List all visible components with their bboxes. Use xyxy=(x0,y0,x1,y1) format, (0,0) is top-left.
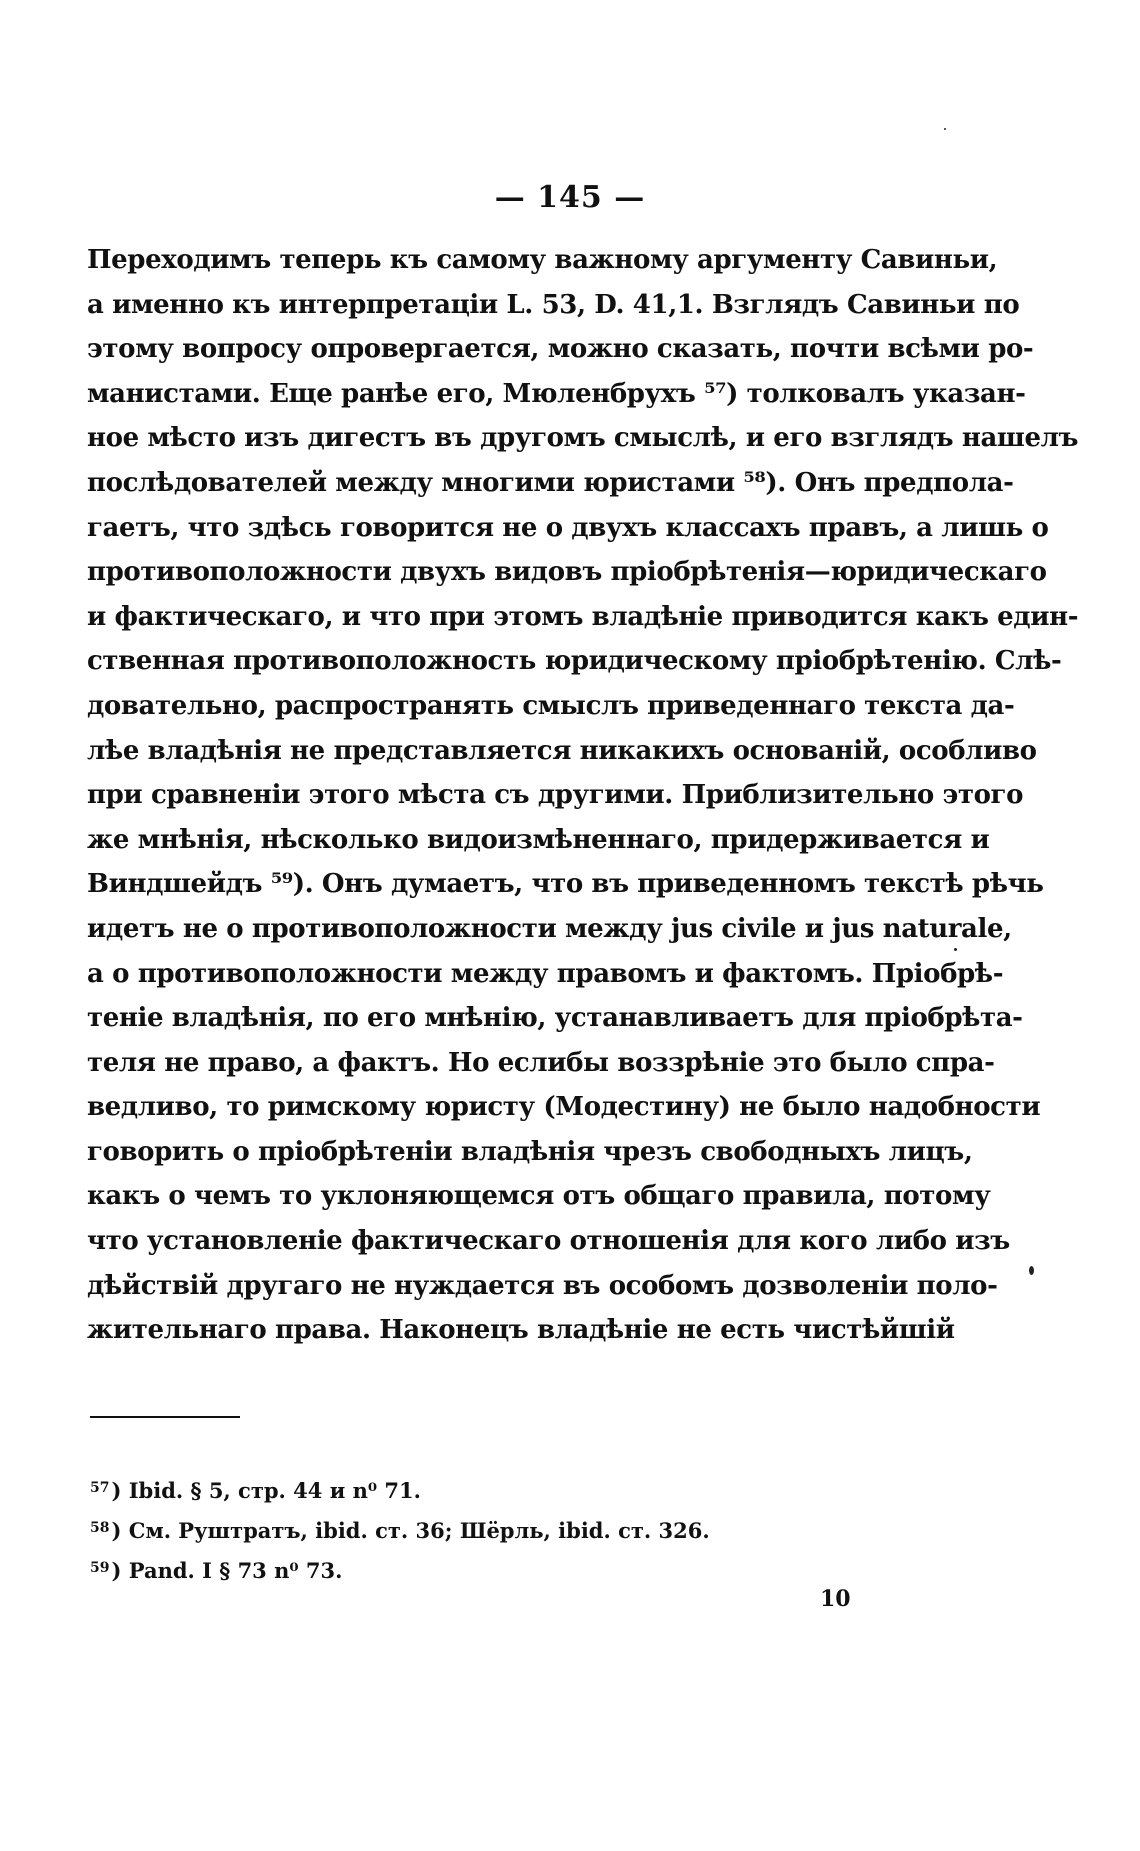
footnote-number: 59 xyxy=(90,1560,110,1576)
footnote-text: См. Руштратъ, ibid. ст. 36; Шёрль, ibid. ст. 326. xyxy=(128,1518,710,1543)
text-line: а именно къ интерпретаціи L. 53, D. 41,1. Взглядъ Савиньи по xyxy=(87,289,1020,320)
text-line: ное мѣсто изъ дигестъ въ другомъ смыслѣ, и его взглядъ нашелъ xyxy=(87,423,1079,454)
signature-mark: 10 xyxy=(820,1586,851,1612)
footnote-number: 57 xyxy=(90,1480,110,1496)
footnote-text: Pand. I § 73 n⁰ 73. xyxy=(128,1558,343,1583)
text-line: ственная противоположность юридическому пріобрѣтенію. Слѣ- xyxy=(87,646,1062,677)
footnote-text: Ibid. § 5, стр. 44 и n⁰ 71. xyxy=(128,1478,421,1503)
print-speck xyxy=(944,128,946,130)
footnote xyxy=(90,1508,790,1548)
text-line: гаетъ, что здѣсь говорится не о двухъ классахъ правъ, а лишь о xyxy=(87,512,1049,543)
text-line: противоположности двухъ видовъ пріобрѣтенія—юридическаго xyxy=(87,557,1047,588)
footnote-sep: ) xyxy=(111,1558,129,1583)
page-number: — 145 — xyxy=(494,180,646,215)
footnote-divider xyxy=(90,1416,240,1418)
text-line: теля не право, а фактъ. Но еслибы воззрѣніе это было спра- xyxy=(87,1047,995,1078)
footnote xyxy=(90,1548,790,1588)
text-line: манистами. Еще ранѣе его, Мюленбрухъ ⁵⁷) толковалъ указан- xyxy=(87,378,1026,409)
text-line: жительнаго права. Наконецъ владѣніе не есть чистѣйшій xyxy=(87,1315,955,1346)
text-line: же мнѣнія, нѣсколько видоизмѣненнаго, придерживается и xyxy=(87,824,990,855)
footnote xyxy=(90,1468,790,1508)
text-line: и фактическаго, и что при этомъ владѣніе приводится какъ един- xyxy=(87,601,1079,632)
footnotes xyxy=(90,1468,790,1588)
body-text xyxy=(87,238,1079,1353)
text-line: Виндшейдъ ⁵⁹). Онъ думаетъ, что въ приведенномъ текстѣ рѣчь xyxy=(87,869,1044,900)
text-line: дѣйствій другаго не нуждается въ особомъ дозволеніи поло- xyxy=(87,1270,998,1301)
print-speck xyxy=(1029,1266,1034,1275)
footnote-sep: ) xyxy=(111,1518,129,1543)
footnote-sep: ) xyxy=(111,1478,129,1503)
text-line: говорить о пріобрѣтеніи владѣнія чрезъ свободныхъ лицъ, xyxy=(87,1136,973,1167)
text-line: лѣе владѣнія не представляется никакихъ основаній, особливо xyxy=(87,735,1037,766)
text-line: послѣдователей между многими юристами ⁵⁸). Онъ предпола- xyxy=(87,467,1014,498)
text-line: теніе владѣнія, по его мнѣнію, устанавливаетъ для пріобрѣта- xyxy=(87,1003,1023,1034)
text-line: этому вопросу опровергается, можно сказать, почти всѣми ро- xyxy=(87,334,1034,365)
text-line: идетъ не о противоположности между jus civile и jus naturale, xyxy=(87,913,1012,944)
text-line: ведливо, то римскому юристу (Модестину) не было надобности xyxy=(87,1092,1041,1123)
text-line: довательно, распространять смыслъ приведеннаго текста да- xyxy=(87,690,1015,721)
print-speck xyxy=(954,948,957,951)
footnote-number: 58 xyxy=(90,1520,110,1536)
text-line: при сравненіи этого мѣста съ другими. Приблизительно этого xyxy=(87,780,1024,811)
text-line: Переходимъ теперь къ самому важному аргументу Савиньи, xyxy=(87,245,998,275)
text-line: что установленіе фактическаго отношенія для кого либо изъ xyxy=(87,1226,1010,1257)
text-line: а о противоположности между правомъ и фактомъ. Пріобрѣ- xyxy=(87,958,1004,989)
text-line: какъ о чемъ то уклоняющемся отъ общаго правила, потому xyxy=(87,1181,991,1212)
